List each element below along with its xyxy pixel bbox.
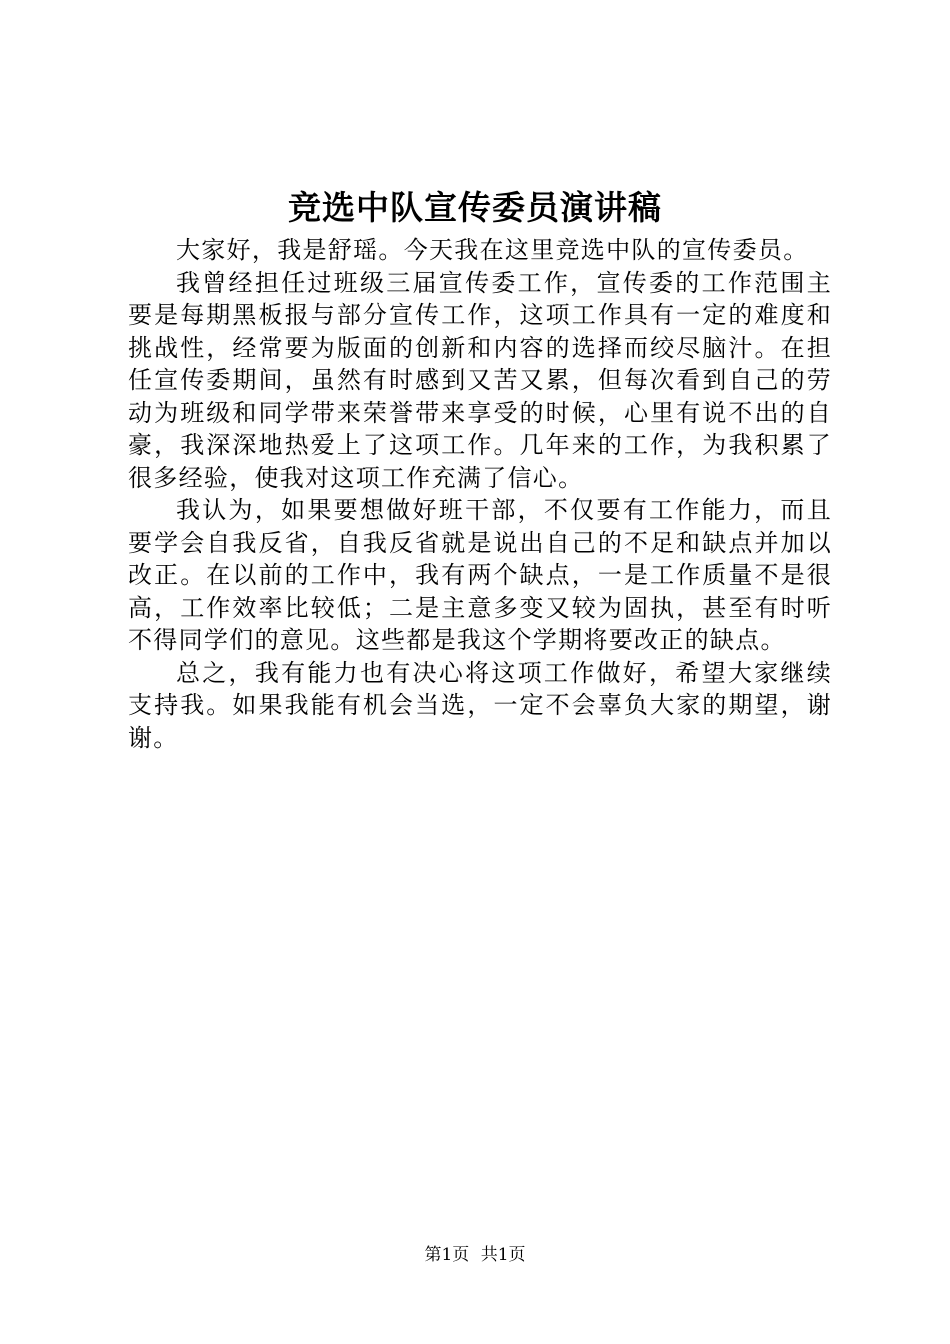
paragraph-self-reflection: 我认为，如果要想做好班干部，不仅要有工作能力，而且要学会自我反省，自我反省就是说出自己的不足和缺点并加以改正。在以前的工作中，我有两个缺点，一是工作质量不是很高，工作效率比较低；二是主意多变又较为固执，甚至有时听不得同学们的意见。这些都是我这个学期将要改正的缺点。 <box>128 496 832 654</box>
paragraph-experience: 我曾经担任过班级三届宣传委工作，宣传委的工作范围主要是每期黑板报与部分宣传工作，这项工作具有一定的难度和挑战性，经常要为版面的创新和内容的选择而绞尽脑汁。在担任宣传委期间，虽然有时感到又苦又累，但每次看到自己的劳动为班级和同学带来荣誉带来享受的时候，心里有说不出的自豪，我深深地热爱上了这项工作。几年来的工作，为我积累了很多经验，使我对这项工作充满了信心。 <box>128 268 832 492</box>
document-body <box>128 234 832 754</box>
page-number-footer: 第1页 共1页 <box>424 1245 526 1265</box>
paragraph-greeting: 大家好，我是舒瑶。今天我在这里竞选中队的宣传委员。 <box>176 236 809 264</box>
document-title: 竞选中队宣传委员演讲稿 <box>288 188 662 227</box>
paragraph-conclusion: 总之，我有能力也有决心将这项工作做好，希望大家继续支持我。如果我能有机会当选，一定不会辜负大家的期望，谢谢。 <box>128 658 832 752</box>
